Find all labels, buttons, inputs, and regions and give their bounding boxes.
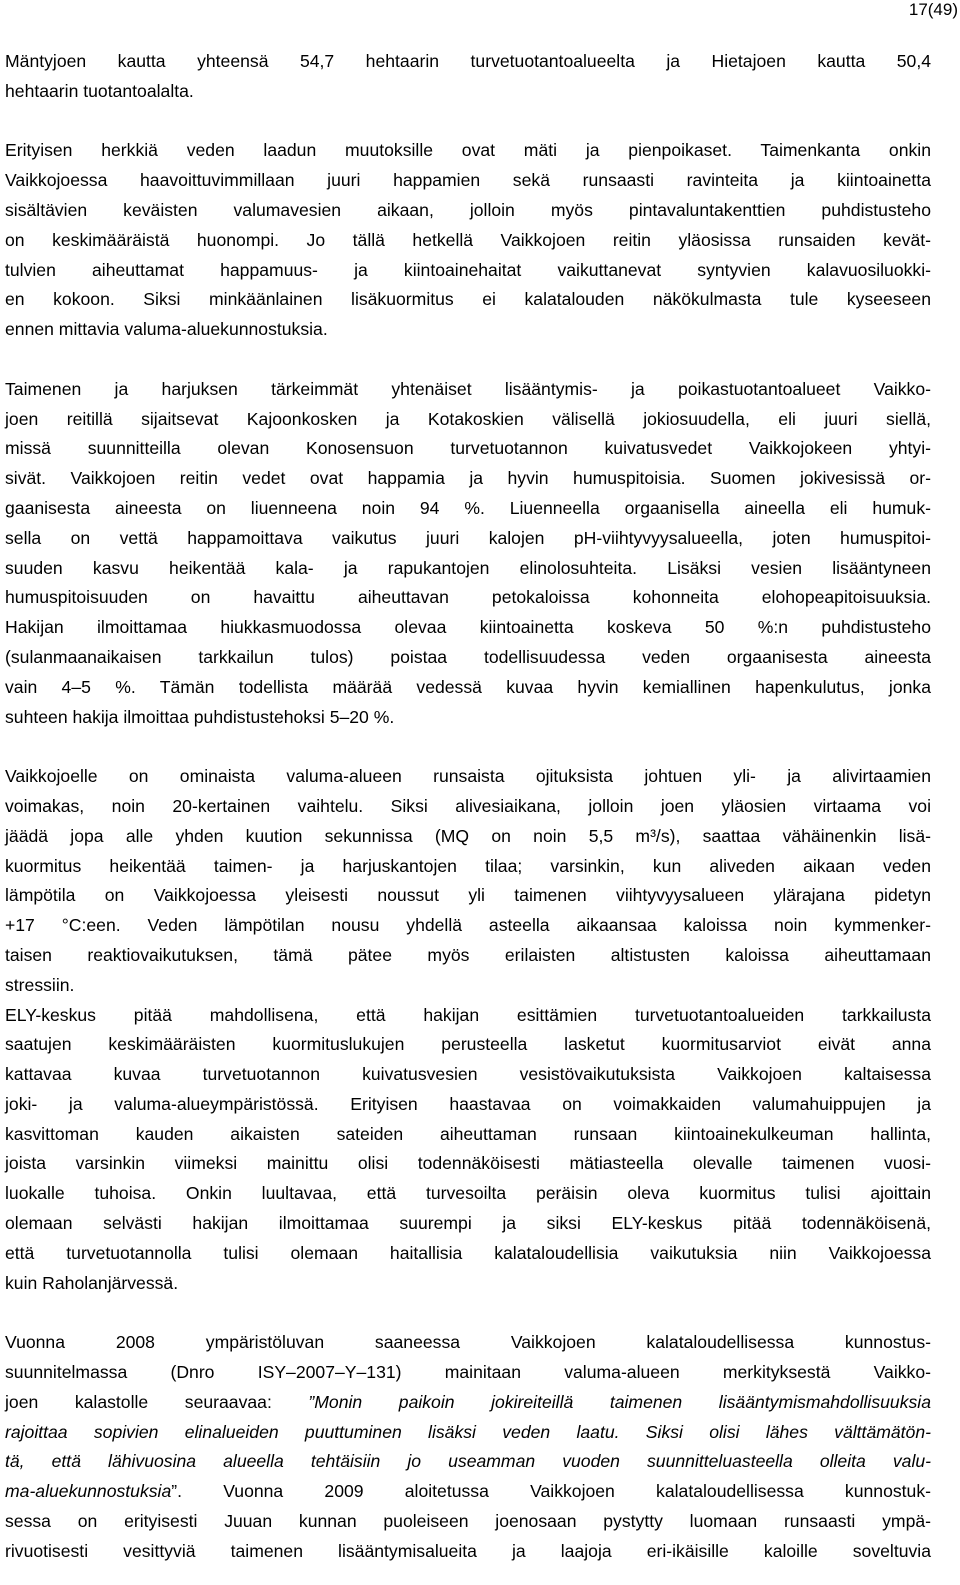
text-line: on keskimääräistä huonompi. Jo tällä hetkellä Vaikkojoen reitin yläosissa runsaiden kevät- xyxy=(5,229,931,250)
text-line: en kokoon. Siksi minkäänlainen lisäkuormitus ei kalatalouden näkökulmasta tule kyseeseen xyxy=(5,289,931,310)
text-line: sisältävien keväisten valumavesien aikaan, jolloin myös pintavaluntakenttien puhdistusteho xyxy=(5,199,931,220)
text-line: joista varsinkin viimeksi mainittu olisi todennäköisesti mätiasteella olevalle taimenen vuosi- xyxy=(5,1153,931,1174)
text-line: saatujen keskimääräisten kuormituslukujen perusteella lasketut kuormitusarviot eivät anna xyxy=(5,1034,931,1055)
text-line: kuormitus heikentää taimen- ja harjuskantojen tilaa; varsinkin, kun aliveden aikaan veden xyxy=(5,855,931,876)
text-line: olemaan selvästi hakijan ilmoittamaa suurempi ja siksi ELY-keskus pitää todennäköisenä, xyxy=(5,1213,931,1234)
text-line: tulvien aiheuttamat happamuus- ja kiintoainehaitat vaikuttanevat syntyvien kalavuosiluokki- xyxy=(5,259,931,280)
text-line: (sulanmaanaikaisen tarkkailun tulos) poistaa todellisuudessa veden orgaanisesta aineesta xyxy=(5,646,931,667)
quote-span: ”Monin paikoin jokireiteillä taimenen lisääntymismahdollisuuksia xyxy=(308,1391,931,1412)
text-line: Vaikkojoessa haavoittuvimmillaan juuri happamien sekä runsaasti ravinteita ja kiintoainetta xyxy=(5,170,931,191)
text-line: luokalle tuhoisa. Onkin luultavaa, että turvesoilta peräisin oleva kuormitus tulisi ajoittain xyxy=(5,1183,931,1204)
text-line xyxy=(5,1477,931,1507)
text-line: kasvittoman kauden aikaisten sateiden aiheuttaman runsaan kiintoainekulkeuman hallinta, xyxy=(5,1123,931,1144)
text-line: lämpötila on Vaikkojoessa yleisesti noussut yli taimenen viihtyvyysalueen ylärajana pidetyn xyxy=(5,885,931,906)
text-line: Hakijan ilmoittamaa hiukkasmuodossa olevaa kiintoainetta koskeva 50 %:n puhdistusteho xyxy=(5,617,931,638)
text-line: että turvetuotannolla tulisi olemaan haitallisia kalataloudellisia vaikutuksia niin Vaikkojoessa xyxy=(5,1242,931,1263)
text-line: humuspitoisuuden on havaittu aiheuttavan petokaloissa kohonneita elohopeapitoisuuksia. xyxy=(5,587,931,608)
text-line: Vaikkojoelle on ominaista valuma-alueen runsaista ojituksista johtuen yli- ja alivirtaamien xyxy=(5,766,931,787)
text-line: taisen reaktiovaikutuksen, tämä pätee myös erilaisten altistusten kaloissa aiheuttamaan xyxy=(5,944,931,965)
text-line: voimakas, noin 20-kertainen vaihtelu. Siksi alivesiaikana, jolloin joen yläosien virtaama voi xyxy=(5,795,931,816)
text-line: Mäntyjoen kautta yhteensä 54,7 hehtaarin turvetuotantoalueelta ja Hietajoen kautta 50,4 xyxy=(5,51,931,71)
text-line: sella on vettä happamoittava vaikutus juuri kalojen pH-viihtyvyysalueella, joten humuspitoi- xyxy=(5,527,931,548)
text-line: vain 4–5 %. Tämän todellista määrää vedessä kuvaa hyvin kemiallinen hapenkulutus, jonka xyxy=(5,676,931,697)
text-line: joki- ja valuma-alueympäristössä. Erityisen haastavaa on voimakkaiden valumahuippujen ja xyxy=(5,1093,931,1114)
text-line: Taimenen ja harjuksen tärkeimmät yhtenäiset lisääntymis- ja poikastuotantoalueet Vaikko- xyxy=(5,378,931,399)
text-line: jäädä jopa alle yhden kuution sekunnissa (MQ on noin 5,5 m³/s), saattaa vähäinenkin lisä- xyxy=(5,825,931,846)
text-line: suunnitelmassa (Dnro ISY–2007–Y–131) mainitaan valuma-alueen merkityksestä Vaikko- xyxy=(5,1362,931,1383)
text-line: suuden kasvu heikentää kala- ja rapukantojen elinolosuhteita. Lisäksi vesien lisääntyneen xyxy=(5,557,931,578)
text-line: stressiin. xyxy=(5,974,75,995)
text-line: joen reitillä sijaitsevat Kajoonkosken ja Kotakoskien välisellä jokiosuudella, eli juuri siellä, xyxy=(5,408,931,429)
quote-span: ma-aluekunnostuksia xyxy=(5,1481,172,1502)
paragraph xyxy=(5,762,931,1000)
paragraph xyxy=(5,136,931,345)
text-line: Erityisen herkkiä veden laadun muutoksille ovat mäti ja pienpoikaset. Taimenkanta onkin xyxy=(5,140,931,161)
text-line xyxy=(5,1388,931,1418)
quote-line: tä, että lähivuosina alueella tehtäisiin jo useamman vuoden suunnitteluasteella olleita valu- xyxy=(5,1451,931,1472)
text-line: missä suunnitteilla olevan Konosensuon turvetuotannon kuivatusvedet Vaikkojokeen yhtyi- xyxy=(5,438,931,459)
text-line: sivät. Vaikkojoen reitin vedet ovat happamia ja hyvin humuspitoisia. Suomen jokivesissä or- xyxy=(5,468,931,489)
text-span: ”. Vuonna 2009 aloitetussa Vaikkojoen kalataloudellisessa kunnostuk- xyxy=(171,1481,931,1502)
page-number: 17(49) xyxy=(908,0,958,19)
text-line: ELY-keskus pitää mahdollisena, että hakijan esittämien turvetuotantoalueiden tarkkailusta xyxy=(5,1004,931,1025)
text-line: gaanisesta aineesta on liuenneena noin 94 %. Liuenneella orgaanisella aineella eli humuk- xyxy=(5,497,931,518)
text-line: hehtaarin tuotantoalalta. xyxy=(5,80,194,101)
text-line: +17 °C:een. Veden lämpötilan nousu yhdellä asteella aikaansaa kaloissa noin kymmenker- xyxy=(5,915,931,936)
text-line: suhteen hakija ilmoittaa puhdistustehoksi 5–20 %. xyxy=(5,706,395,727)
text-line: Vuonna 2008 ympäristöluvan saaneessa Vaikkojoen kalataloudellisessa kunnostus- xyxy=(5,1332,931,1353)
quote-line: rajoittaa sopivien elinalueiden puuttuminen lisäksi veden laatu. Siksi olisi lähes välttämätön- xyxy=(5,1421,931,1442)
text-line: rivuotisesti vesittyviä taimenen lisääntymisalueita ja laajoja eri-ikäisille kaloille soveltuvia xyxy=(5,1540,931,1561)
text-line: ennen mittavia valuma-aluekunnostuksia. xyxy=(5,319,328,340)
document-body xyxy=(5,47,931,1567)
paragraph xyxy=(5,1328,931,1566)
text-line: sessa on erityisesti Juuan kunnan puoleiseen joenosaan pystytty luomaan runsaasti ympä- xyxy=(5,1511,931,1532)
text-line: kattavaa kuvaa turvetuotannon kuivatusvesien vesistövaikutuksista Vaikkojoen kaltaisessa xyxy=(5,1064,931,1085)
paragraph xyxy=(5,47,931,107)
text-span: joen kalastolle seuraavaa: xyxy=(5,1391,309,1412)
paragraph xyxy=(5,375,931,733)
paragraph xyxy=(5,1001,931,1299)
text-line: kuin Raholanjärvessä. xyxy=(5,1272,179,1293)
